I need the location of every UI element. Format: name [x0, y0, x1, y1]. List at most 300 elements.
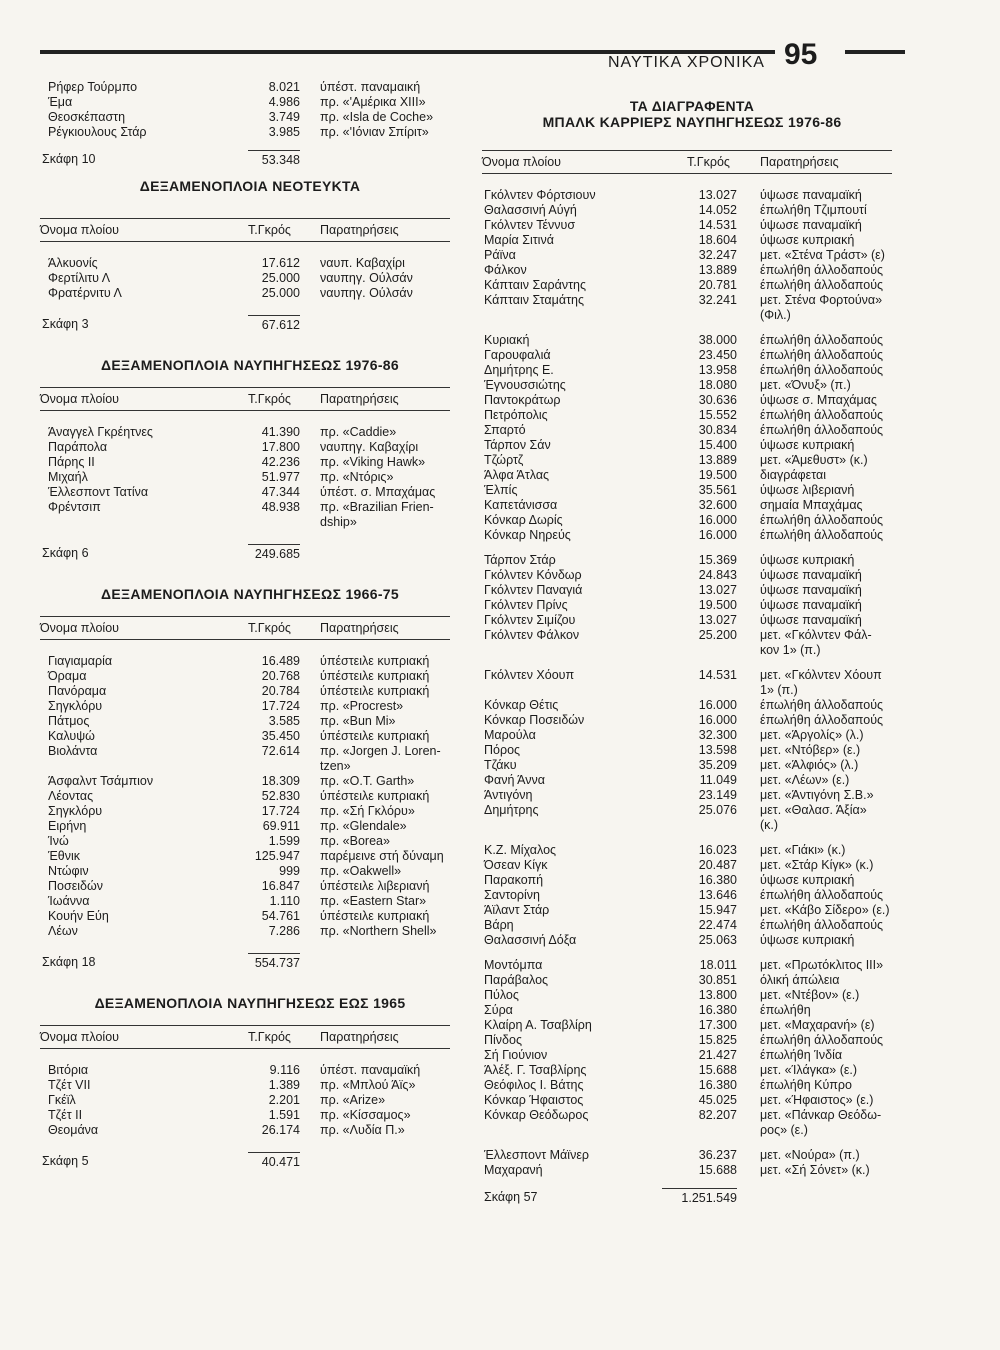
gross-tonnage: 38.000 — [698, 333, 737, 347]
remarks: έπωλήθη άλλοδαπούς — [760, 278, 884, 292]
gross-tonnage: 13.027 — [698, 613, 737, 627]
gross-tonnage: 36.237 — [698, 1148, 737, 1162]
gross-tonnage: 54.761 — [261, 909, 300, 923]
table-row — [482, 393, 912, 408]
remarks: πρ. «Ντόρις» — [320, 470, 394, 484]
table-row — [482, 568, 912, 583]
remarks: πρ. «O.T. Garth» — [320, 774, 415, 788]
table-row — [40, 819, 460, 834]
gross-tonnage: 17.724 — [261, 804, 300, 818]
gross-tonnage: 1.389 — [268, 1078, 300, 1092]
ship-name: Τζώρτζ — [484, 453, 524, 467]
table-row — [482, 788, 912, 803]
page-number: 95 — [784, 38, 818, 71]
table-row — [482, 1093, 912, 1108]
gross-tonnage: 72.614 — [261, 744, 300, 758]
gross-tonnage: 15.400 — [698, 438, 737, 452]
table-row — [482, 468, 912, 483]
remarks: μετ. «Όνυξ» (π.) — [760, 378, 851, 392]
gross-tonnage: 25.000 — [261, 286, 300, 300]
ship-name: Πανόραμα — [48, 684, 107, 698]
ship-name: Παντοκράτωρ — [484, 393, 561, 407]
ship-name: Γκόλντεν Παναγιά — [484, 583, 583, 597]
gross-tonnage: 999 — [279, 864, 300, 878]
gross-tonnage: 51.977 — [261, 470, 300, 484]
gross-tonnage: 13.958 — [698, 363, 737, 377]
remarks: ύπέστ. σ. Μπαχάμας — [320, 485, 436, 499]
remarks: πρ. «Κίσσαμος» — [320, 1108, 411, 1122]
gross-tonnage: 14.531 — [698, 668, 737, 682]
remarks: μετ. «Γκόλντεν Χόουπ — [760, 668, 882, 682]
remarks: όλική άπώλεια — [760, 973, 840, 987]
remarks: έπωλήθη άλλοδαπούς — [760, 888, 884, 902]
table-row — [40, 271, 460, 286]
gross-tonnage: 1.599 — [268, 834, 300, 848]
remarks: ύψωσε σ. Μπαχάμας — [760, 393, 877, 407]
ship-name: Πόρος — [484, 743, 521, 757]
remarks: μετ. «Ντόβερ» (ε.) — [760, 743, 861, 757]
ship-name: Σηγκλόρυ — [48, 699, 103, 713]
ship-name: Καλυψώ — [48, 729, 95, 743]
table-row — [482, 363, 912, 378]
remarks: ύψωσε παναμαϊκή — [760, 598, 862, 612]
gross-tonnage: 15.688 — [698, 1063, 737, 1077]
remarks: ύπέστειλε κυπριακή — [320, 909, 430, 923]
gross-tonnage: 35.450 — [261, 729, 300, 743]
table-row — [482, 513, 912, 528]
gross-tonnage: 16.847 — [261, 879, 300, 893]
remarks: πρ. «'Αμέρικα XIII» — [320, 95, 426, 109]
table-row — [40, 256, 460, 271]
ship-list — [40, 1063, 460, 1138]
ship-name: Ρέγκιουλους Στάρ — [48, 125, 147, 139]
ship-name: Παρακοπή — [484, 873, 544, 887]
gross-tonnage: 14.531 — [698, 218, 737, 232]
remarks: ύπέστειλε κυπριακή — [320, 789, 430, 803]
gross-tonnage: 48.938 — [261, 500, 300, 514]
ship-name: Κυριακή — [484, 333, 530, 347]
table-row — [40, 714, 460, 729]
ship-name: Τζάκυ — [484, 758, 517, 772]
table-row — [482, 698, 912, 713]
ship-name: Κάπταιν Σαράντης — [484, 278, 586, 292]
ship-name: Βάρη — [484, 918, 514, 932]
header-rule-right — [845, 50, 905, 54]
ship-name: Έλπίς — [484, 483, 518, 497]
remarks: έπωλήθη άλλοδαπούς — [760, 1033, 884, 1047]
table-row — [482, 1033, 912, 1048]
ship-name: Καπετάνισσα — [484, 498, 558, 512]
table-row — [482, 378, 912, 393]
ship-name: Ντώφιν — [48, 864, 89, 878]
gross-tonnage: 7.286 — [268, 924, 300, 938]
table-row — [482, 308, 912, 323]
remarks: μετ. «Ήφαιστος» (ε.) — [760, 1093, 874, 1107]
gross-tonnage: 14.052 — [698, 203, 737, 217]
table-row — [482, 873, 912, 888]
gross-tonnage: 3.749 — [268, 110, 300, 124]
gross-tonnage: 16.023 — [698, 843, 737, 857]
table-row — [482, 773, 912, 788]
gross-tonnage: 30.636 — [698, 393, 737, 407]
gross-tonnage: 25.000 — [261, 271, 300, 285]
gross-tonnage: 11.049 — [699, 773, 737, 787]
table-row — [482, 643, 912, 658]
section-total: Σκάφη 3 67.612 — [42, 317, 300, 332]
gross-tonnage: 13.800 — [698, 988, 737, 1002]
remarks: μετ. «Στένα Τράστ» (ε) — [760, 248, 885, 262]
ship-name: Τάρπον Στάρ — [484, 553, 556, 567]
remarks: έπωλήθη άλλοδαπούς — [760, 363, 884, 377]
section-title-1976-86: ΔΕΞΑΜΕΝΟΠΛΟΙΑ ΝΑΥΠΗΓΗΣΕΩΣ 1976-86 — [101, 357, 399, 373]
ship-name: Γκέϊλ — [48, 1093, 76, 1107]
remarks: ύψωσε παναμαϊκή — [760, 568, 862, 582]
ship-name: Κουήν Εύη — [48, 909, 109, 923]
ship-name: Κόνκαρ Θεόδωρος — [484, 1108, 589, 1122]
ship-name: Βιολάντα — [48, 744, 98, 758]
gross-tonnage: 52.830 — [261, 789, 300, 803]
table-row — [482, 1123, 912, 1138]
gross-tonnage: 42.236 — [261, 455, 300, 469]
section-title-new-tankers: ΔΕΞΑΜΕΝΟΠΛΟΙΑ ΝΕΟΤΕΥΚΤΑ — [139, 178, 361, 194]
remarks: μετ. «Κάβο Σίδερο» (ε.) — [760, 903, 890, 917]
magazine-title: ΝΑΥΤΙΚΑ ΧΡΟΝΙΚΑ — [608, 54, 765, 71]
remarks: έπωλήθη άλλοδαπούς — [760, 513, 884, 527]
gross-tonnage: 41.390 — [261, 425, 300, 439]
remarks: πρ. «Arize» — [320, 1093, 386, 1107]
ship-name: Άλκυονίς — [48, 256, 98, 270]
remarks: κον 1» (π.) — [760, 643, 821, 657]
remarks: μετ. «Άμεθυστ» (κ.) — [760, 453, 868, 467]
ship-name: Γκόλντεν Φόρτσιουν — [484, 188, 596, 202]
table-row — [482, 408, 912, 423]
gross-tonnage: 20.784 — [261, 684, 300, 698]
remarks: μετ. «Πρωτόκλιτος ΙΙΙ» — [760, 958, 884, 972]
remarks: μετ. «Γκόλντεν Φάλ- — [760, 628, 872, 642]
ship-name: Φάλκον — [484, 263, 527, 277]
table-row — [482, 683, 912, 698]
gross-tonnage: 13.598 — [698, 743, 737, 757]
table-row — [482, 1063, 912, 1078]
table-row — [482, 1048, 912, 1063]
remarks: πρ. «Μπλού Άϊς» — [320, 1078, 416, 1092]
gross-tonnage: 16.380 — [698, 1003, 737, 1017]
gross-tonnage: 35.209 — [698, 758, 737, 772]
table-header: Όνομα πλοίου Τ.Γκρός Παρατηρήσεις — [40, 387, 450, 411]
table-row — [482, 743, 912, 758]
table-row — [482, 528, 912, 543]
table-header: Όνομα πλοίου Τ.Γκρός Παρατηρήσεις — [40, 616, 450, 640]
remarks: διαγράφεται — [760, 468, 826, 482]
ship-name: Κ.Ζ. Μίχαλος — [484, 843, 557, 857]
ship-name: Άϊλαντ Στάρ — [484, 903, 550, 917]
ship-name: Σύρα — [484, 1003, 513, 1017]
ship-name: Βιτόρια — [48, 1063, 89, 1077]
table-row — [482, 713, 912, 728]
table-row — [40, 774, 460, 789]
table-row — [482, 233, 912, 248]
remarks: ύψωσε παναμαϊκή — [760, 583, 862, 597]
table-row — [482, 248, 912, 263]
ship-name: Δημήτρης Ε. — [484, 363, 554, 377]
gross-tonnage: 3.985 — [268, 125, 300, 139]
gross-tonnage: 25.200 — [698, 628, 737, 642]
table-row — [40, 1093, 460, 1108]
remarks: παρέμεινε στή δύναμη — [320, 849, 444, 863]
ship-name: Πύλος — [484, 988, 519, 1002]
remarks: ύψωσε κυπριακή — [760, 873, 855, 887]
table-row — [40, 125, 460, 140]
table-row — [482, 888, 912, 903]
table-row — [482, 918, 912, 933]
remarks: 1» (π.) — [760, 683, 798, 697]
gross-tonnage: 17.300 — [698, 1018, 737, 1032]
table-row — [482, 348, 912, 363]
remarks: ύπέστειλε κυπριακή — [320, 654, 430, 668]
table-row — [482, 803, 912, 818]
gross-tonnage: 82.207 — [698, 1108, 737, 1122]
ship-name: Κόνκαρ Δωρίς — [484, 513, 563, 527]
section-title-until-1965: ΔΕΞΑΜΕΝΟΠΛΟΙΑ ΝΑΥΠΗΓΗΣΕΩΣ ΕΩΣ 1965 — [94, 995, 406, 1011]
remarks: ναυπ. Καβαχίρι — [320, 256, 405, 270]
table-row — [482, 1018, 912, 1033]
ship-name: Κάπταιν Σταμάτης — [484, 293, 584, 307]
gross-tonnage: 2.201 — [268, 1093, 300, 1107]
table-row — [40, 699, 460, 714]
table-row — [482, 843, 912, 858]
ship-name: Κόνκαρ Νηρεύς — [484, 528, 571, 542]
remarks: πρ. «Glendale» — [320, 819, 407, 833]
ship-name: Όραμα — [48, 669, 87, 683]
gross-tonnage: 45.025 — [698, 1093, 737, 1107]
gross-tonnage: 19.500 — [698, 468, 737, 482]
ship-name: Πάτμος — [48, 714, 90, 728]
table-row — [482, 1163, 912, 1178]
table-row — [40, 80, 460, 95]
remarks: ύψωσε παναμαϊκή — [760, 188, 862, 202]
ship-name: Άναγγελ Γκρέητνες — [48, 425, 153, 439]
ship-name: Τζέτ ΙΙ — [48, 1108, 83, 1122]
gross-tonnage: 9.116 — [269, 1063, 300, 1077]
table-row — [482, 188, 912, 203]
table-row — [40, 1108, 460, 1123]
gross-tonnage: 69.911 — [262, 819, 300, 833]
ship-list — [40, 425, 460, 530]
table-row — [40, 455, 460, 470]
remarks: μετ. «Πάνκαρ Θεόδω- — [760, 1108, 882, 1122]
remarks: ύπέστειλε κυπριακή — [320, 669, 430, 683]
gross-tonnage: 15.947 — [698, 903, 737, 917]
remarks: ναυπηγ. Ούλσάν — [320, 271, 413, 285]
table-row — [40, 425, 460, 440]
ship-name: Μιχαήλ — [48, 470, 88, 484]
ship-name: Φρατέρνιτυ Λ — [48, 286, 122, 300]
ship-name: Γκόλντεν Τέννυσ — [484, 218, 576, 232]
remarks: μετ. «Άργολίς» (λ.) — [760, 728, 864, 742]
gross-tonnage: 8.021 — [268, 80, 300, 94]
table-row — [482, 973, 912, 988]
gross-tonnage: 13.889 — [698, 453, 737, 467]
remarks: μετ. Στένα Φορτούνα» — [760, 293, 883, 307]
gross-tonnage: 20.487 — [698, 858, 737, 872]
ship-name: Μαχαρανή — [484, 1163, 543, 1177]
top-total: Σκάφη 10 53.348 — [42, 152, 300, 167]
remarks: πρ. «Isla de Coche» — [320, 110, 434, 124]
gross-tonnage: 30.851 — [698, 973, 737, 987]
gross-tonnage: 24.843 — [698, 568, 737, 582]
table-row — [40, 286, 460, 301]
table-row — [482, 628, 912, 643]
table-row — [40, 684, 460, 699]
remarks: ύπέστ. παναμαϊκή — [320, 1063, 421, 1077]
ship-name: Γιαγιαμαρία — [48, 654, 113, 668]
ship-name: Γκόλντεν Κόνδωρ — [484, 568, 582, 582]
section-total: Σκάφη 5 40.471 — [42, 1154, 300, 1169]
ship-list — [40, 256, 460, 301]
table-row — [40, 1123, 460, 1138]
gross-tonnage: 13.027 — [698, 188, 737, 202]
remarks: ύψωσε παναμαϊκή — [760, 613, 862, 627]
section-title-deleted: ΤΑ ΔΙΑΓΡΑΦΕΝΤΑ — [629, 98, 755, 114]
ship-name: Έλλεσποντ Τατίνα — [48, 485, 149, 499]
ship-name: Κόνκαρ Θέτις — [484, 698, 559, 712]
table-row — [40, 849, 460, 864]
table-row — [482, 668, 912, 683]
remarks: ύπέστειλε κυπριακή — [320, 684, 430, 698]
gross-tonnage: 23.149 — [698, 788, 737, 802]
remarks: έπωλήθη — [760, 1003, 811, 1017]
ship-name: Μοντόμπα — [484, 958, 543, 972]
remarks: μετ. «Ίλάγκα» (ε.) — [760, 1063, 858, 1077]
section-title-1966-75: ΔΕΞΑΜΕΝΟΠΛΟΙΑ ΝΑΥΠΗΓΗΣΕΩΣ 1966-75 — [101, 586, 399, 602]
section-subtitle-bulk-carriers: ΜΠΑΛΚ ΚΑΡΡΙΕΡΣ ΝΑΥΠΗΓΗΣΕΩΣ 1976-86 — [542, 114, 842, 130]
table-row — [482, 1003, 912, 1018]
ship-name: Θεόφιλος Ι. Βάτης — [484, 1078, 584, 1092]
ship-name: Άλέξ. Γ. Τσαβλίρης — [484, 1063, 587, 1077]
remarks: πρ. «Procrest» — [320, 699, 404, 713]
section-total: Σκάφη 57 1.251.549 — [484, 1190, 737, 1205]
remarks: ύψωσε παναμαϊκή — [760, 218, 862, 232]
ship-name: Θεοσκέπαστη — [48, 110, 126, 124]
gross-tonnage: 15.688 — [698, 1163, 737, 1177]
gross-tonnage: 30.834 — [698, 423, 737, 437]
gross-tonnage: 13.646 — [698, 888, 737, 902]
remarks: έπωλήθη άλλοδαπούς — [760, 263, 884, 277]
remarks: μετ. «Ντέβον» (ε.) — [760, 988, 860, 1002]
remarks: ύπέστειλε κυπριακή — [320, 729, 430, 743]
ship-name: Μαρία Σιτινά — [484, 233, 554, 247]
gross-tonnage: 23.450 — [698, 348, 737, 362]
ship-name: Γκόλντεν Φάλκον — [484, 628, 580, 642]
table-row — [40, 95, 460, 110]
table-row — [40, 1063, 460, 1078]
remarks: έπωλήθη Τζιμπουτί — [760, 203, 867, 217]
ship-name: Γκόλντεν Πρίνς — [484, 598, 568, 612]
ship-name: Πετρόπολις — [484, 408, 548, 422]
remarks: σημαία Μπαχάμας — [760, 498, 863, 512]
gross-tonnage: 16.380 — [698, 1078, 737, 1092]
remarks: ρος» (ε.) — [760, 1123, 808, 1137]
gross-tonnage: 3.585 — [268, 714, 300, 728]
ship-name: Θαλασσινή Δόξα — [484, 933, 577, 947]
table-row — [482, 483, 912, 498]
table-header: Όνομα πλοίου Τ.Γκρός Παρατηρήσεις — [40, 1025, 450, 1049]
remarks: έπωλήθη Κύπρο — [760, 1078, 852, 1092]
remarks: tzen» — [320, 759, 351, 773]
remarks: μετ. «Μαχαρανή» (ε) — [760, 1018, 875, 1032]
remarks: έπωλήθη Ίνδία — [760, 1048, 843, 1062]
remarks: πρ. «Caddie» — [320, 425, 397, 439]
gross-tonnage: 17.800 — [261, 440, 300, 454]
table-row — [40, 894, 460, 909]
table-row — [40, 834, 460, 849]
remarks: πρ. «Oakwell» — [320, 864, 402, 878]
ship-name: Ειρήνη — [48, 819, 87, 833]
table-row — [482, 438, 912, 453]
ship-name: Σπαρτό — [484, 423, 526, 437]
remarks: μετ. «Σή Σόνετ» (κ.) — [760, 1163, 870, 1177]
table-row — [40, 804, 460, 819]
ship-list — [40, 654, 460, 939]
ship-name: Μαρούλα — [484, 728, 536, 742]
deleted-ship-list — [482, 188, 912, 1178]
ship-name: Ράϊνα — [484, 248, 516, 262]
remarks: έπωλήθη άλλοδαπούς — [760, 333, 884, 347]
table-row — [40, 654, 460, 669]
table-row — [482, 958, 912, 973]
ship-name: Άσφαλντ Τσάμπιον — [48, 774, 154, 788]
gross-tonnage: 20.768 — [261, 669, 300, 683]
table-row — [482, 278, 912, 293]
remarks: έπωλήθη άλλοδαπούς — [760, 698, 884, 712]
table-row — [482, 1148, 912, 1163]
table-row — [40, 909, 460, 924]
gross-tonnage: 16.380 — [698, 873, 737, 887]
remarks: μετ. «Άλφιός» (λ.) — [760, 758, 859, 772]
remarks: μετ. «Στάρ Κίγκ» (κ.) — [760, 858, 874, 872]
table-row — [40, 789, 460, 804]
remarks: μετ. «Λέων» (ε.) — [760, 773, 850, 787]
table-row — [40, 1078, 460, 1093]
table-row — [482, 818, 912, 833]
gross-tonnage: 21.427 — [698, 1048, 737, 1062]
remarks: (κ.) — [760, 818, 779, 832]
remarks: ύψωσε λιβεριανή — [760, 483, 855, 497]
remarks: ναυπηγ. Ούλσάν — [320, 286, 413, 300]
remarks: μετ. «Γιάκι» (κ.) — [760, 843, 846, 857]
ship-name: Παράπολα — [48, 440, 108, 454]
ship-name: Φανή Άννα — [484, 773, 546, 787]
gross-tonnage: 32.600 — [698, 498, 737, 512]
ship-name: Ίωάννα — [48, 894, 90, 908]
table-row — [482, 758, 912, 773]
table-row — [40, 759, 460, 774]
table-row — [482, 988, 912, 1003]
gross-tonnage: 16.000 — [698, 513, 737, 527]
remarks: πρ. «Borea» — [320, 834, 390, 848]
gross-tonnage: 1.591 — [268, 1108, 300, 1122]
table-row — [482, 498, 912, 513]
table-row — [40, 470, 460, 485]
gross-tonnage: 16.000 — [698, 713, 737, 727]
gross-tonnage: 32.300 — [698, 728, 737, 742]
remarks: έπωλήθη άλλοδαπούς — [760, 408, 884, 422]
table-row — [482, 903, 912, 918]
table-row — [482, 1108, 912, 1123]
gross-tonnage: 16.000 — [698, 698, 737, 712]
table-row — [482, 218, 912, 233]
remarks: πρ. «Viking Hawk» — [320, 455, 426, 469]
